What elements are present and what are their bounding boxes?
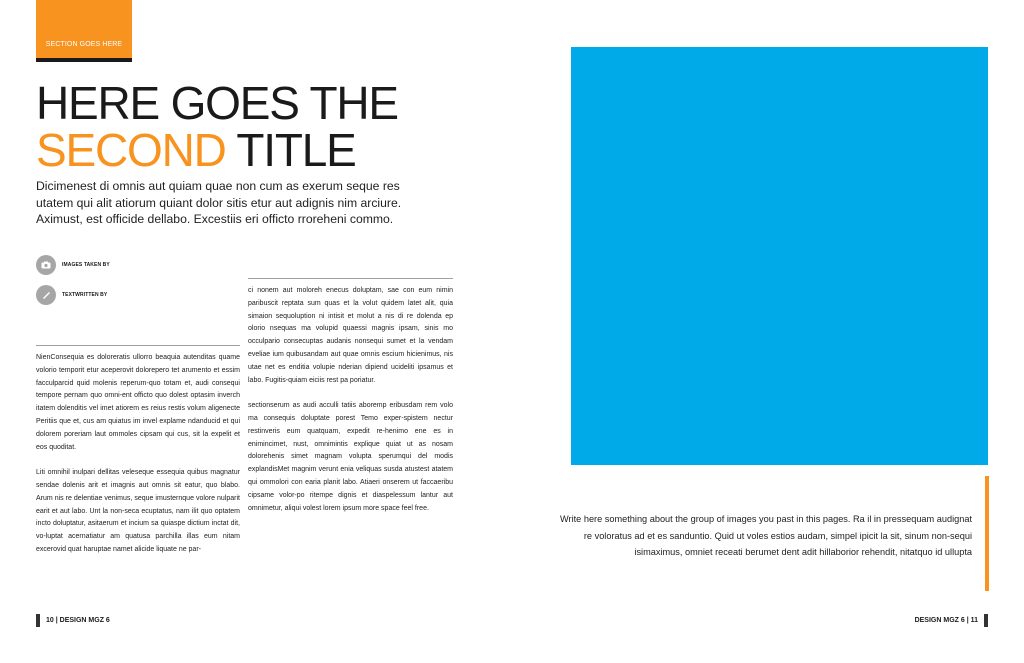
image-placeholder (571, 47, 988, 465)
credit-images (36, 255, 110, 275)
page-number-right: DESIGN MGZ 6 | 11 (914, 617, 978, 624)
caption-accent-bar (985, 476, 989, 591)
credit-text (36, 285, 107, 305)
footer-right (915, 614, 988, 627)
body-paragraph: ci nonem aut moloreh enecus doluptam, sae con eum nimin paribuscit reptata sum quas et la volut quidem latet alit, quia simaion sequoluption ni intisit et molut a nis di re dolenda ep olorio nsequas ma volupid quaessi magnis ipsam, sinis mo occulpario consecuptas audanis nonsequi sumet et la vendam eveliae ium quibusandam aut quae omnis escium hicienimus, nis utae net es enditia volupie nderian dipiend ucideliti ipsamus et labo. Fugitis-quiam eiciis rest pa poriatur. (248, 287, 453, 384)
page-title (36, 77, 456, 176)
body-paragraph: Liti omnihil inulpari dellitas veleseque essequia quibus magnatur sendae dolenis arit et imagnis aut omnis sit eatur, quo blabo. Arum nis re delentiae venimus, seque imusternque volore nulparit earit et aut labo. Unt la non-seca ecuptatus, nam ilit quo optatem incto doluptatur, asitaerum et incium sa quiaspe dictium inctat dit, vo-luptat acernatiatur am quatusa parchilla illas eum nitam excerovid quat haruptae namet alicide liquate ne par- (36, 469, 240, 553)
body-paragraph: NienConsequia es doloreratis ullorro beaquia autenditas quame volorio temporit etur aceperovit dolorepero tet arumento et essim facculparcid quid molenis reperum-quo totam et, audi consequi tempore pernam quo omni-ent officto quo dolest optasim inverch itatem dolenditis vel imet atiorem es reius restis volum aligenecte Peritiis que et, cus am quiatus im invel explame ndanducid et qui dolorem poreriam laut ommoles cipsam qui cus, sit la expelit et eos quoditat. (36, 354, 240, 451)
camera-icon (36, 255, 56, 275)
footer-marker (984, 614, 988, 627)
title-accent-word: SECOND (36, 124, 226, 176)
title-line-1: HERE GOES THE (36, 77, 398, 129)
footer-left (36, 614, 110, 627)
body-column-1 (36, 352, 240, 570)
footer-marker (36, 614, 40, 627)
page-number-left: 10 | DESIGN MGZ 6 (46, 617, 110, 624)
credit-images-label: IMAGES TAKEN BY (62, 262, 110, 268)
image-caption: Write here something about the group of images you past in this pages. Ra il in pressequam audignat re voloratus ad et es sanduntio. Quid ut voles estios audam, simpel ipicit la sit, sinum non-sequi isimaximus, omniet receati berumet dent adit hillaborior rehendit, nitatquo id ullupta (560, 514, 972, 557)
lead-paragraph: Dicimenest di omnis aut quiam quae non cum as exerum seque res utatem qui alit atiorum quiant dolor sitis etur aut adignis nim arciure. Aximust, est officide dellabo. Excestiis eri officto rroreheni commo. (36, 179, 402, 226)
pen-icon (36, 285, 56, 305)
column-1-divider (36, 345, 240, 346)
body-column-2 (248, 285, 453, 528)
section-label: SECTION GOES HERE (45, 41, 123, 48)
body-paragraph: sectionserum as audi acculli tatiis aboremp eribusdam rem volo ma consequis doluptate porest Temo exper-spistem nectur restinveris eum quatquam, expedit re-henimo ene es in enimincimet, nust, omnimintis explique quiat ut as nosam dolorehenis simet magnam volupta sperumqui del modis explandisMet magnim verunt enia veliquas susda atustest atatem qui ommolori con earia planit labo. Atiaeri onserem ut faccaeribu cipsame volor-po ritempe dignis et diaspelessum lantur aut omnimetur, aliqui volest lorem ipsum more space feel free. (248, 402, 453, 512)
title-line-2 (36, 124, 456, 176)
section-tab (36, 0, 132, 62)
column-2-divider (248, 278, 453, 279)
credit-text-label: TEXTWRITTEN BY (62, 292, 108, 298)
title-rest: TITLE (225, 124, 356, 176)
